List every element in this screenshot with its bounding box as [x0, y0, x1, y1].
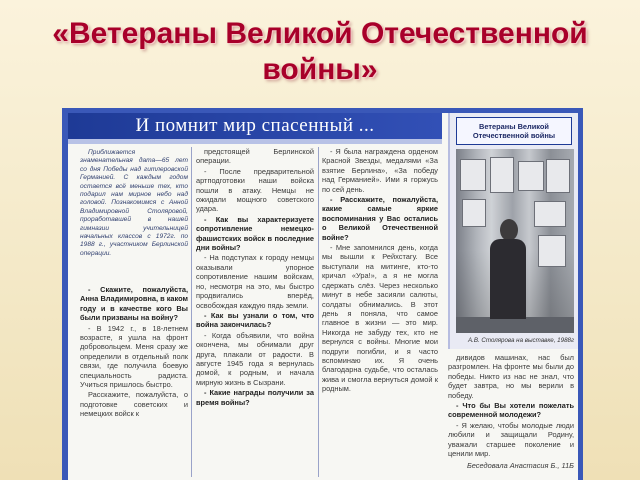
exhibit-panel: [546, 159, 570, 193]
paragraph: - Я желаю, чтобы молодые люди любили и защищали Родину, уважали старшее поколение и ценили мир.: [448, 420, 574, 459]
article-column-2: [196, 147, 314, 477]
article-column-1: [80, 285, 188, 477]
exhibit-panel: [490, 157, 514, 193]
intro-text: Приближается знаменательная дата—65 лет со дня Победы над гитлеровской Германией. С каждым годом остается всё меньше тех, кто подарил нам мирное небо над головой. Познакомимся с Анной Владимировной Столяровой, проработавшей в нашей гимназии учительницей начальных классов с 1972г. по 1988 г., участником Берлинской операции.: [80, 149, 188, 257]
paragraph: - Как вы узнали о том, что война закончилась?: [196, 310, 314, 330]
paragraph: - Когда объявили, что война окончена, мы обнимали друг друга, плакали от радости. В августе 1945 года я вернулась домой, к родным, и начала мирную жизнь в Сызрани.: [196, 330, 314, 387]
sidebar-heading: Ветераны Великой Отечественной войны: [456, 117, 572, 145]
paragraph: - Какие награды получили за время войны?: [196, 388, 314, 407]
paragraph: - В 1942 г., в 18-летнем возрасте, я ушла на фронт добровольцем. Меня сразу же определили в отдельный полк связи, где получила боевую специальность радиста. Учиться пришлось быстро.: [80, 323, 188, 390]
column-divider: [191, 147, 192, 477]
exhibit-panel: [538, 235, 566, 267]
paragraph: - Расскажите, пожалуйста, какие самые яркие воспоминания у Вас остались о Великой Отечественной войне?: [322, 195, 438, 242]
veteran-photo: [456, 149, 574, 333]
paragraph: дивидов машинах, нас был разгромлен. На фронте мы были до победы. Никто из нас не знал, что будет завтра, но мы верили в победу.: [448, 353, 574, 400]
newspaper-article: [68, 113, 578, 480]
article-column-4: [448, 353, 574, 478]
exhibit-panel: [518, 161, 544, 191]
author-signature: Беседовала Анастасия Б., 11Б: [466, 461, 574, 471]
article-headline: И помнит мир спасенный ...: [68, 113, 442, 139]
person-body: [490, 239, 526, 319]
article-intro: [80, 149, 188, 279]
paragraph: - Скажите, пожалуйста, Анна Владимировна, в каком году и в качестве кого Вы были призваны на войну?: [80, 285, 188, 323]
photo-sidebar: [448, 113, 578, 349]
person-head: [500, 219, 518, 241]
photo-floor: [456, 317, 574, 333]
paragraph: Расскажите, пожалуйста, о подготовке советских и немецких войск к: [80, 390, 188, 419]
paragraph: - Я была награждена орденом Красной Звезды, медалями «За взятие Берлина», «За победу над Германией». Ими я горжусь по сей день.: [322, 147, 438, 194]
exhibit-panel: [462, 199, 486, 227]
paragraph: предстоящей Берлинской операции.: [196, 147, 314, 166]
headline-underline: [68, 139, 442, 144]
column-divider: [318, 147, 319, 477]
paragraph: - Мне запомнился день, когда мы вышли к Рейхстагу. Все выступали на митинге, кто-то кричал «Ура!», а я не могла сдержать слёз. Через несколько минут в небе засияли салюты, солдаты обнимались. В этот день я поняла, что самое главное в жизни — это мир. Никогда не забуду тех, кто не вернулся с войны. Многие мои подруги погибли, и я часто вспоминаю их. Я очень благодарна судьбе, что осталась жива и смогла вернуться домой к родным.: [322, 243, 438, 394]
exhibit-panel: [460, 159, 486, 191]
paragraph: - Как вы характеризуете сопротивление немецко-фашистских войск в последние дни войны?: [196, 214, 314, 253]
paragraph: - После предварительной артподготовки наши войска пошли в атаку. Немцы не ожидали мощного советского удара.: [196, 166, 314, 214]
article-column-3: [322, 147, 438, 477]
page-title: «Ветераны Великой Отечественной войны»: [52, 17, 588, 86]
exhibit-panel: [534, 201, 566, 227]
paragraph: - На подступах к городу немцы оказывали упорное сопротивление нашим войскам, но, несмотря на это, мы быстро продвигались вперёд, освобождая каждую пядь земли.: [196, 253, 314, 310]
photo-caption: А.В. Столярова на выставке, 1988г: [467, 337, 574, 344]
paragraph: - Что бы Вы хотели пожелать современной молодежи?: [448, 401, 574, 420]
